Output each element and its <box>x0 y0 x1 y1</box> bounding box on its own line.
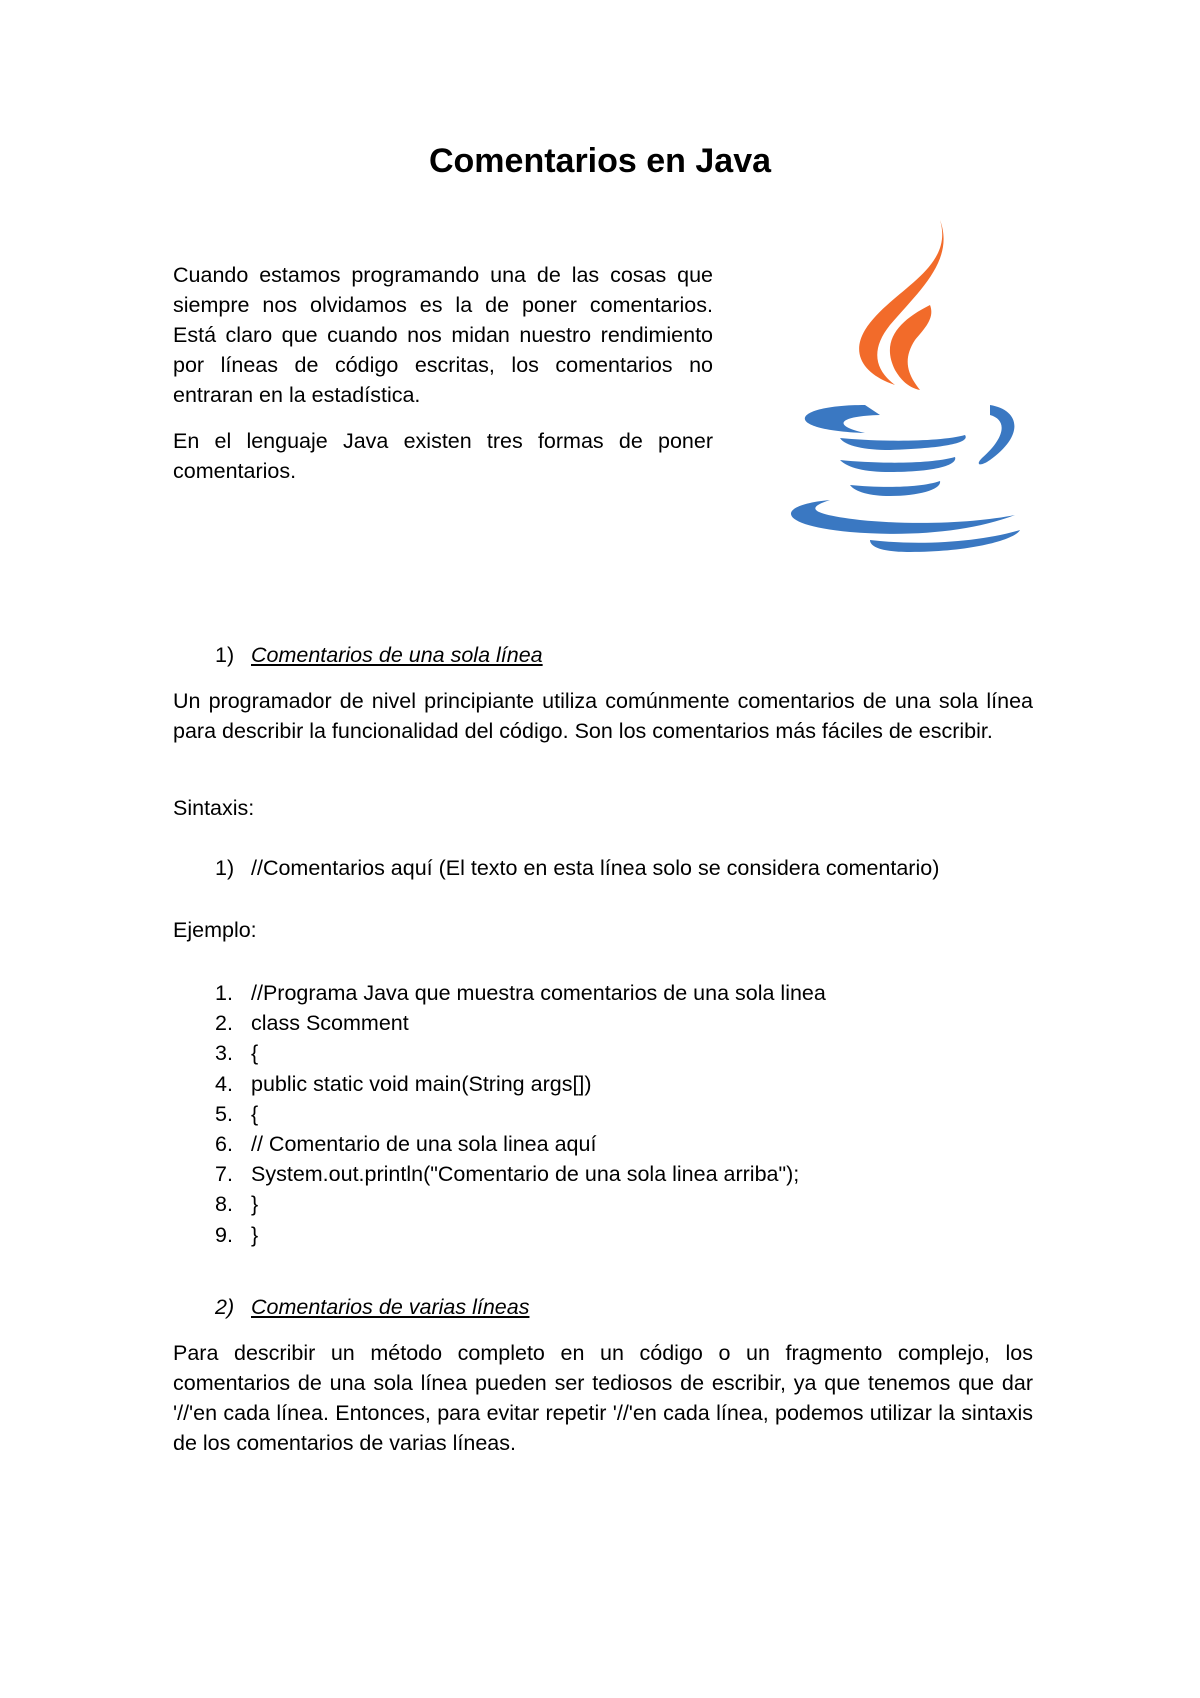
code-example-list <box>215 978 826 1250</box>
code-line: 6. // Comentario de una sola linea aquí <box>215 1132 597 1157</box>
java-saucer <box>791 500 1015 534</box>
intro-paragraph: Cuando estamos programando una de las cosas que siempre nos olvidamos es la de poner comentarios. Está claro que cuando nos midan nuestro rendimiento por líneas de código escritas, los comentarios no entraran en la estadística. <box>173 263 713 407</box>
code-line: 4. public static void main(String args[]) <box>215 1071 592 1096</box>
code-line: 3. { <box>215 1041 259 1066</box>
code-line: 7. System.out.println("Comentario de una sola linea arriba"); <box>215 1162 800 1187</box>
java-logo-icon <box>770 210 1050 560</box>
java-cup-handle <box>979 405 1015 464</box>
section1-number: 1) <box>215 643 235 667</box>
code-line: 2. class Scomment <box>215 1011 409 1036</box>
section1-heading <box>215 640 543 670</box>
code-line: 5. { <box>215 1101 259 1126</box>
section2-heading <box>215 1292 529 1322</box>
java-cup-band-3 <box>850 481 940 496</box>
syntax-number: 1) <box>215 856 235 880</box>
intro-paragraph: En el lenguaje Java existen tres formas de poner comentarios. <box>173 429 713 483</box>
java-cup-band-1 <box>840 435 966 450</box>
java-cup-top-ring <box>805 405 880 433</box>
section2-number: 2) <box>215 1295 235 1319</box>
section1-title: Comentarios de una sola línea <box>251 643 543 667</box>
code-line: 1. //Programa Java que muestra comentarios de una sola linea <box>215 981 826 1005</box>
syntax-line <box>215 853 939 883</box>
java-cup-band-2 <box>840 457 955 472</box>
syntax-text: //Comentarios aquí (El texto en esta línea solo se considera comentario) <box>251 856 940 880</box>
section1-paragraph: Un programador de nivel principiante utiliza comúnmente comentarios de una sola línea para describir la funcionalidad del código. Son los comentarios más fáciles de escribir. <box>173 689 1033 743</box>
intro-section <box>173 260 713 502</box>
section2-paragraph: Para describir un método completo en un código o un fragmento complejo, los comentarios de una sola línea pueden ser tediosos de escribir, ya que tenemos que dar '//'en cada línea. Entonces, para evitar repetir '//'en cada línea, podemos utilizar la sintaxis de los comentarios de varias líneas. <box>173 1341 1033 1455</box>
page-title: Comentarios en Java <box>428 142 772 180</box>
section2-title: Comentarios de varias líneas <box>251 1295 530 1319</box>
code-line: 8. } <box>215 1192 259 1217</box>
syntax-label: Sintaxis: <box>173 796 255 820</box>
code-line: 9. } <box>215 1222 259 1247</box>
example-label: Ejemplo: <box>173 918 257 942</box>
